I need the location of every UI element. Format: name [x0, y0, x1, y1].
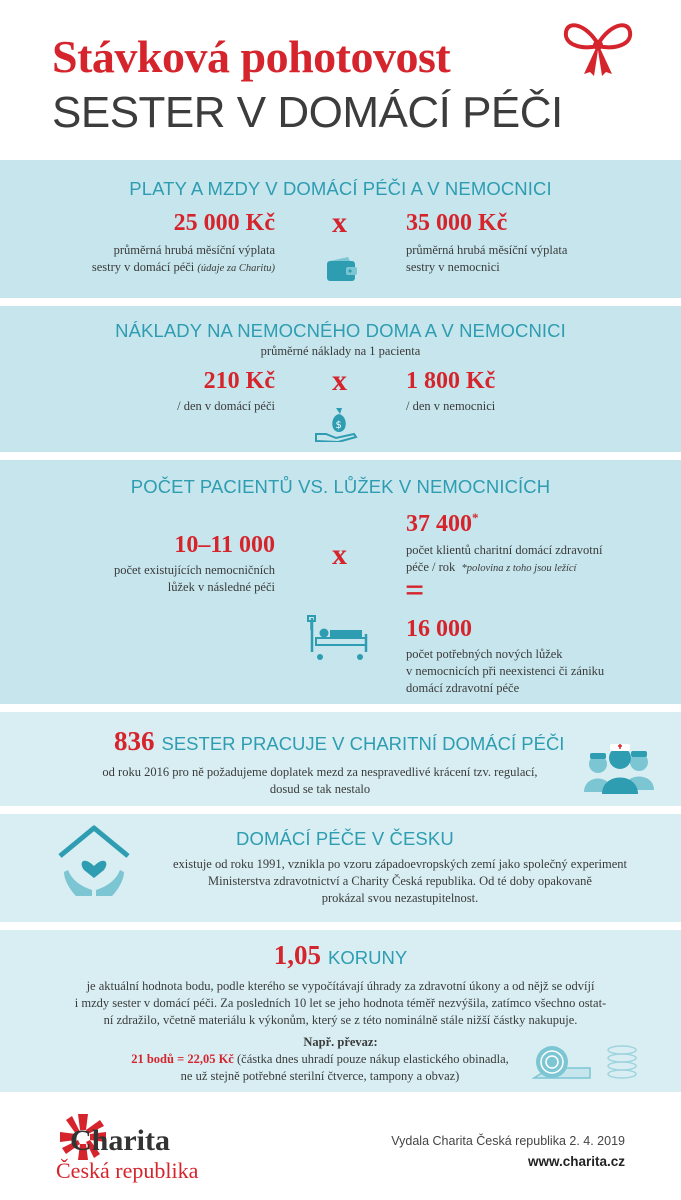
nurses-heading: SESTER PRACUJE V CHARITNÍ DOMÁCÍ PÉČI [161, 733, 565, 754]
footer [0, 1100, 681, 1200]
cost-hospital-value: 1 800 Kč [406, 368, 496, 394]
section-homecare [0, 814, 681, 922]
example-value: 21 bodů = 22,05 Kč [131, 1052, 234, 1066]
money-bag-hand-icon [314, 404, 360, 442]
section-points [0, 930, 681, 1092]
points-value: 1,05 [273, 940, 322, 970]
nurses-desc: od roku 2016 pro ně požadujeme doplatek mezd za nespravedlivé krácení tzv. regulací, dosud se tak nestalo [102, 765, 538, 796]
wallet-icon [326, 256, 358, 282]
versus-mark: x [332, 538, 347, 571]
hospital-bed-icon [304, 612, 374, 664]
website-link[interactable]: www.charita.cz [527, 1154, 625, 1169]
cost-home-desc: / den v domácí péči [177, 399, 275, 413]
needed-beds-value: 16 000 [406, 616, 472, 642]
section-heading: POČET PACIENTŮ VS. LŮŽEK V NEMOCNICÍCH [130, 476, 551, 497]
bandage-roll-icon [530, 1038, 646, 1082]
ribbon-bow-icon [562, 18, 634, 78]
beds-existing-value: 10–11 000 [174, 532, 275, 558]
versus-mark: x [332, 364, 347, 397]
versus-mark: x [332, 206, 347, 239]
section-nurses [0, 712, 681, 806]
section-heading: NÁKLADY NA NEMOCNÉHO DOMA A V NEMOCNICI [115, 320, 566, 341]
nurses-icon [582, 728, 658, 794]
points-desc: je aktuální hodnota bodu, podle kterého se vypočítávají úhrady za zdravotní úkony a od nějž se odvíjí i mzdy sester v domácí péči. Za posledních 10 let se jeho hodnota téměř nezvýšila, zatímco všechno ostat- ní zdražilo, včetně materiálu k výkonům, který se z této nominálně stále nižší částky nakupuje. [74, 979, 607, 1027]
costs-subheading: průměrné náklady na 1 pacienta [260, 344, 421, 358]
logo-subtitle: Česká republika [56, 1158, 199, 1183]
clients-asterisk: * [472, 510, 479, 525]
section-salaries [0, 160, 681, 298]
title-line2: SESTER V DOMÁCÍ PÉČI [52, 88, 563, 137]
points-heading-row [0, 940, 681, 971]
house-heart-hands-icon [54, 820, 134, 900]
clients-note: *polovina z toho jsou ležící [461, 563, 577, 574]
nurses-heading-row [114, 726, 564, 757]
section-heading: DOMÁCÍ PÉČE V ČESKU [236, 828, 454, 849]
salary-hospital-desc: průměrná hrubá měsíční výplata sestry v nemocnici [406, 243, 568, 274]
published-note: Vydala Charita Česká republika 2. 4. 2019 [391, 1134, 625, 1148]
header [0, 0, 681, 150]
example-label: Např. převaz: [303, 1035, 378, 1049]
svg-text:$: $ [335, 420, 342, 431]
cost-home-value: 210 Kč [203, 368, 275, 394]
equals-mark: = [405, 572, 425, 609]
section-beds [0, 460, 681, 704]
salary-hospital-value: 35 000 Kč [406, 210, 508, 236]
clients-desc: počet klientů charitní domácí zdravotní péče / rok *polovina z toho jsou ležící [406, 543, 603, 574]
nurses-count: 836 [114, 726, 155, 756]
logo-name: Charita [70, 1124, 170, 1157]
section-costs [0, 306, 681, 452]
homecare-desc: existuje od roku 1991, vznikla po vzoru západoevropských zemí jako společný experiment Ministerstva zdravotnictví a Charity Česká republika. Od té doby opakovaně prokázal svou nezastupitelnost. [172, 857, 628, 905]
title-line1: Stávková pohotovost [52, 31, 451, 82]
salary-home-desc: průměrná hrubá měsíční výplata sestry v domácí péči (údaje za Charitu) [91, 243, 275, 274]
needed-beds-desc: počet potřebných nových lůžek v nemocnicích při neexistenci či zániku domácí zdravotní péče [406, 647, 605, 695]
beds-existing-desc: počet existujících nemocničních lůžek v následné péči [113, 563, 275, 594]
salary-home-value: 25 000 Kč [173, 210, 275, 236]
cost-hospital-desc: / den v nemocnici [406, 399, 496, 413]
example-desc: 21 bodů = 22,05 Kč (částka dnes uhradí pouze nákup elastického obinadla, ne už stejně potřebné sterilní čtverce, tampony a obvaz) [131, 1052, 509, 1083]
points-heading: KORUNY [328, 947, 408, 968]
clients-value: 37 400* [406, 510, 479, 537]
salary-home-note: (údaje za Charitu) [197, 263, 275, 274]
section-heading: PLATY A MZDY V DOMÁCÍ PÉČI A V NEMOCNICI [129, 178, 552, 199]
